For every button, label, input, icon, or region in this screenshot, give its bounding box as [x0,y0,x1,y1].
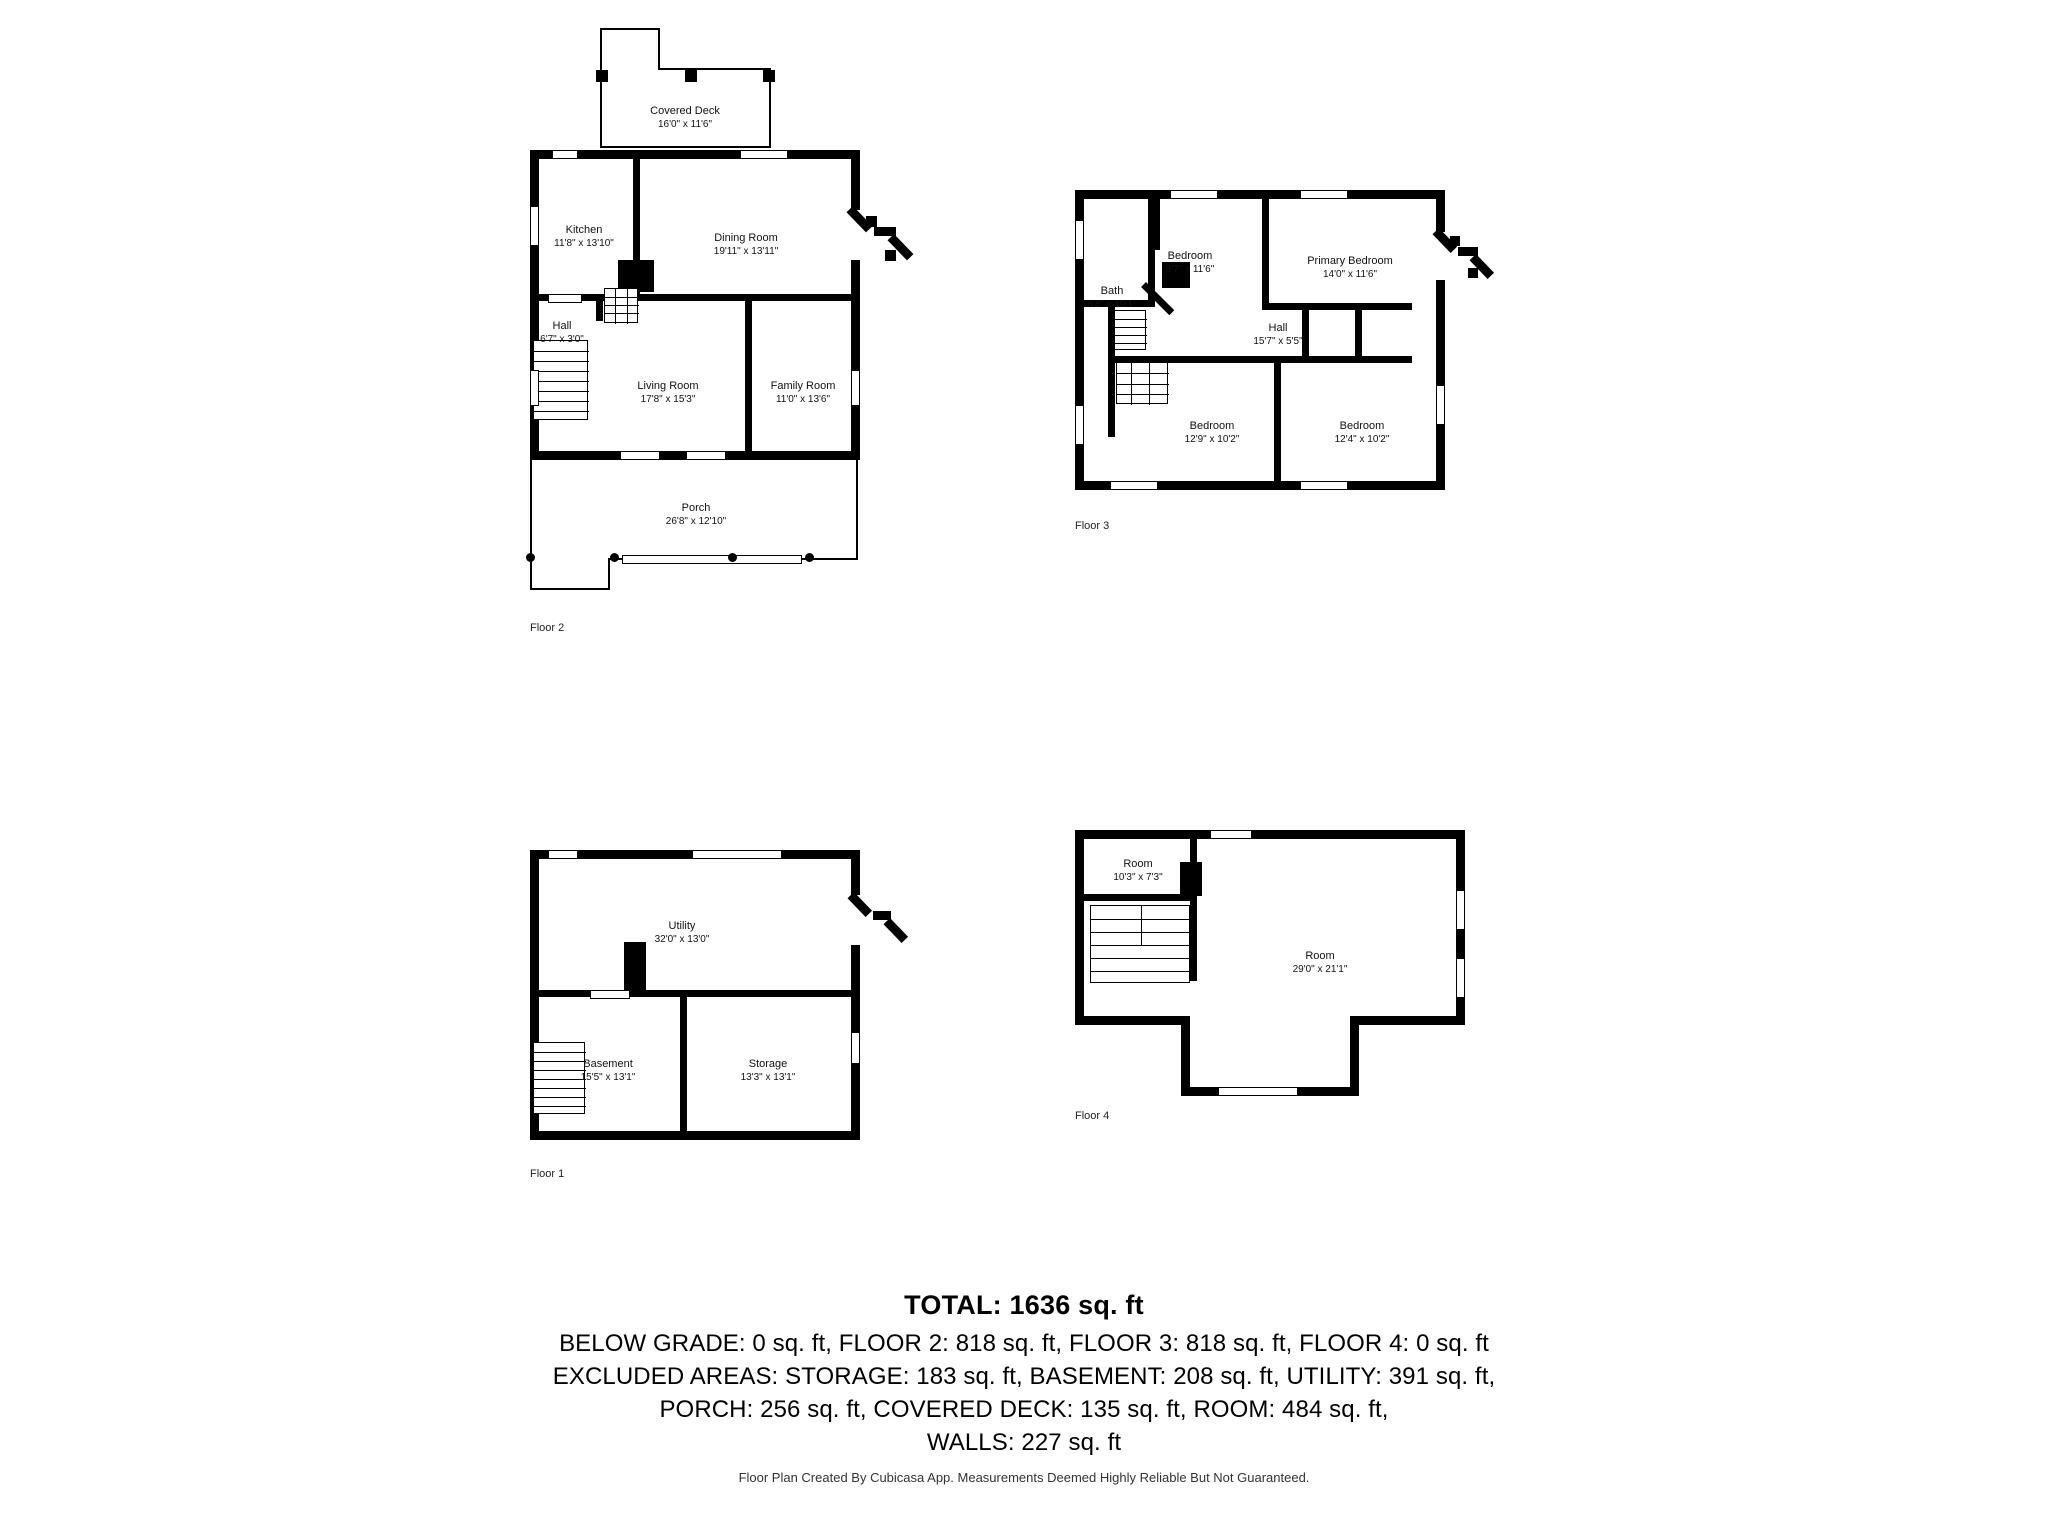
f3-bay-corner-2 [1468,268,1478,278]
f3-window-bottom-2 [1300,481,1348,490]
f3-window-top-2 [1300,190,1348,199]
f2-window-bottom-2 [686,451,726,460]
floor-plan-floor-1 [500,820,960,1280]
porch-outline-right [856,460,858,560]
porch-post-2 [610,553,619,562]
f1-exterior-wall-right-upper [851,850,860,895]
f1-stairs [533,1042,585,1114]
floor-plan-floor-4 [1050,810,1490,1150]
f2-exterior-wall-right-upper [851,150,860,210]
f1-bay-wall-a [848,892,873,917]
room-label-basement: Basement 15'5" x 13'1" [580,1058,636,1083]
f4-wall-stairwell-right [1190,901,1197,981]
porch-post-3 [728,553,737,562]
deck-outline-step [658,28,660,70]
f4-wall-room-bottom [1075,894,1197,901]
floor-plan-floor-3 [1050,170,1490,670]
f3-window-top-1 [1170,190,1218,199]
walls-area: WALLS: 227 sq. ft [926,1429,1122,1456]
f3-wall-closet-2 [1355,303,1362,356]
porch-outline-step-v [608,558,610,590]
porch-outline-step-left [530,588,610,590]
f2-window-bottom-1 [620,451,660,460]
area-summary [0,1290,2048,1459]
porch-outline-left [530,460,532,590]
f1-window-right-1 [851,1032,860,1064]
floor-tag-floor-2: Floor 2 [530,622,565,634]
f3-window-right-1 [1436,385,1445,425]
floor-breakdown: BELOW GRADE: 0 sq. ft, FLOOR 2: 818 sq. ft, FLOOR 3: 818 sq. ft, FLOOR 4: 0 sq. ft [559,1330,1489,1357]
room-label-bedroom-2: Bedroom 12'9" x 10'2" [1184,420,1240,445]
room-label-porch: Porch 26'8" x 12'10" [665,502,727,527]
room-label-room-large: Room 29'0" x 21'1" [1292,950,1348,975]
f2-stairs-main [533,340,588,420]
f2-door-hall [548,294,582,303]
total-area: TOTAL: 1636 sq. ft [904,1290,1144,1320]
f2-exterior-wall-right-lower [851,260,860,460]
f4-chimney-block [1180,862,1202,896]
f2-window-right-family [851,370,860,406]
f3-exterior-wall-top [1075,190,1445,199]
room-label-room-small: Room 10'3" x 7'3" [1113,858,1163,883]
f2-window-left-1 [530,206,539,246]
f4-window-right-1 [1456,890,1465,930]
porch-rail-bottom [622,555,802,564]
f3-wall-hall-bottom [1160,356,1412,363]
f3-wall-bedroom-div [1274,356,1281,490]
f2-bay-corner-2 [885,250,896,261]
f4-bump-left [1181,1016,1190,1096]
f1-bay-wall-c [884,918,909,943]
f2-wall-hall-right [596,301,603,321]
f4-stairs [1090,905,1190,983]
f4-bump-right [1350,1016,1359,1096]
f3-window-left-1 [1075,220,1084,260]
f1-door-utility [590,990,630,999]
deck-post-1 [596,70,608,82]
f1-wall-mid-horizontal [530,990,860,997]
excluded-areas-line-2: PORCH: 256 sq. ft, COVERED DECK: 135 sq. ft, ROOM: 484 sq. ft, [659,1396,1389,1423]
deck-post-2 [685,70,697,82]
f2-window-top-1 [552,150,578,159]
room-label-hall-f2: Hall 6'7" x 3'0" [540,320,584,345]
room-label-dining-room: Dining Room 19'11" x 13'11" [713,232,779,257]
floor-tag-floor-1: Floor 1 [530,1168,565,1180]
room-label-hall-f3: Hall 15'7" x 5'5" [1253,322,1303,347]
f4-exterior-wall-bottom-left [1075,1016,1190,1025]
f3-wall-bedroom-left [1153,190,1160,250]
f3-bay-corner-1 [1450,236,1460,246]
f1-wall-storage-left [680,997,687,1140]
f2-bay-corner-1 [866,216,877,227]
room-label-kitchen: Kitchen 11'8" x 13'10" [554,224,614,249]
deck-outline-bottom [600,146,771,148]
room-label-family-room: Family Room 11'0" x 13'6" [770,380,836,405]
f1-window-top-2 [692,850,782,859]
f1-exterior-wall-bottom [530,1131,860,1140]
room-label-bath: Bath 8'8" x 10'1" [1087,285,1137,310]
f3-exterior-wall-right-upper [1436,190,1445,232]
f3-wall-closet-1 [1302,303,1309,356]
f4-exterior-wall-top [1075,830,1465,839]
f4-window-bump-bottom [1218,1087,1298,1096]
room-label-storage: Storage 13'3" x 13'1" [740,1058,796,1083]
footnote: Floor Plan Created By Cubicasa App. Measurements Deemed Highly Reliable But Not Guaranteed. [738,1470,1310,1485]
f4-window-right-2 [1456,958,1465,998]
f3-window-left-2 [1075,405,1084,445]
f3-window-bottom-1 [1110,481,1158,490]
f2-window-top-2 [740,150,788,159]
floor-tag-floor-4: Floor 4 [1075,1110,1110,1122]
f2-window-left-2 [530,370,539,406]
room-label-bedroom-3: Bedroom 12'4" x 10'2" [1334,420,1390,445]
floor-plan-floor-2 [500,10,980,830]
deck-post-3 [763,70,775,82]
f4-exterior-wall-left [1075,830,1084,1025]
floor-tag-floor-3: Floor 3 [1075,520,1110,532]
f2-wall-family-left [745,301,752,460]
f4-exterior-wall-bottom-right [1350,1016,1465,1025]
porch-post-4 [805,553,814,562]
f2-exterior-wall-top [530,150,860,159]
f3-wall-hall-top [1262,303,1412,310]
deck-outline-left-lower [600,96,602,148]
f2-stairs-upper [604,288,638,323]
room-label-utility: Utility 32'0" x 13'0" [654,920,710,945]
excluded-areas-line-1: EXCLUDED AREAS: STORAGE: 183 sq. ft, BASEMENT: 208 sq. ft, UTILITY: 391 sq. ft, [552,1363,1496,1390]
deck-outline-top2 [600,28,660,30]
room-label-primary-bedroom: Primary Bedroom 14'0" x 11'6" [1307,255,1393,280]
f3-stairs-lower [1116,362,1168,404]
room-label-covered-deck: Covered Deck 16'0" x 11'6" [650,105,720,130]
f3-stairs-upper [1114,310,1146,350]
f1-utility-column [624,942,646,994]
deck-outline-right-top [658,68,771,70]
room-label-living-room: Living Room 17'8" x 15'3" [637,380,699,405]
porch-post-1 [526,553,535,562]
f4-window-top-1 [1210,830,1252,839]
room-label-bedroom-1: Bedroom 8'7" x 11'6" [1165,250,1215,275]
f3-wall-bedroom1-right [1262,190,1269,310]
deck-outline-top [600,28,602,98]
f1-window-top-1 [548,850,578,859]
